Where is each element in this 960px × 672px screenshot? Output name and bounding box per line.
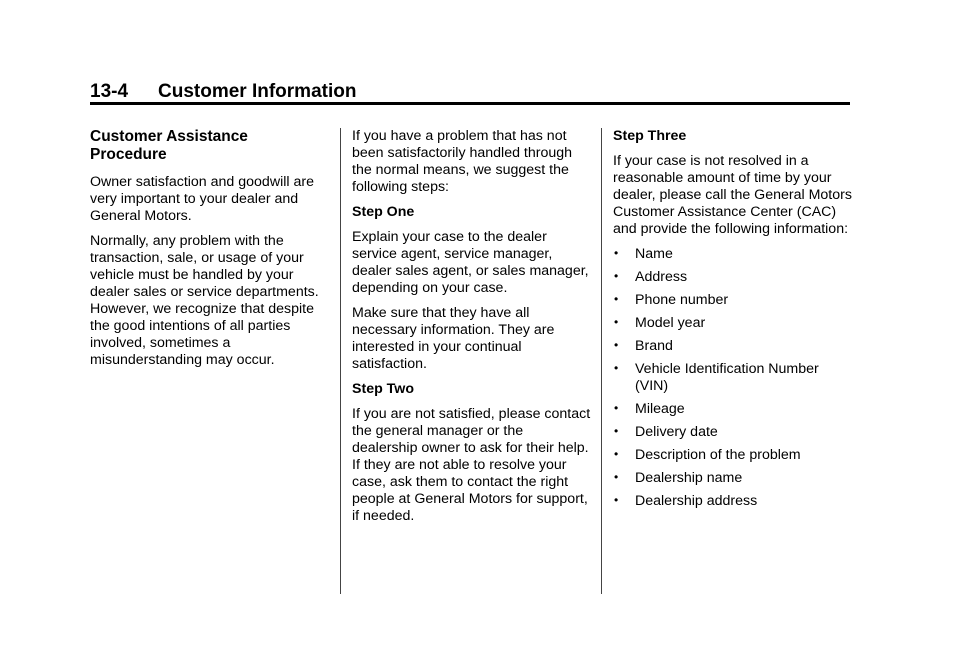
bullet-icon: • <box>614 361 619 375</box>
bullet-icon: • <box>614 493 619 507</box>
list-item-text: Brand <box>635 338 673 354</box>
paragraph-step-one-a: Explain your case to the dealer service agent, service manager, dealer sales agent, or sales manager, depending on your case. <box>352 229 589 296</box>
list-item <box>613 401 853 418</box>
bullet-icon: • <box>614 401 619 415</box>
bullet-icon: • <box>614 338 619 352</box>
page-header <box>90 80 850 104</box>
list-item <box>613 470 853 487</box>
list-item-text: Name <box>635 246 673 262</box>
list-item-text: Dealership address <box>635 493 758 509</box>
paragraph-step-three: If your case is not resolved in a reasonable amount of time by your dealer, please call the General Motors Customer Assistance Center (CAC) and provide the following information: <box>613 153 852 237</box>
list-item <box>613 315 853 332</box>
bullet-icon: • <box>614 470 619 484</box>
step-one-title: Step One <box>352 204 415 220</box>
chapter-title: Customer Information <box>158 81 357 102</box>
list-item <box>613 338 853 355</box>
step-three-title: Step Three <box>613 128 687 144</box>
bullet-icon: • <box>614 315 619 329</box>
list-item-text: Phone number <box>635 292 729 308</box>
column-divider-2 <box>601 128 602 594</box>
list-item <box>613 269 853 286</box>
bullet-icon: • <box>614 292 619 306</box>
bullet-icon: • <box>614 447 619 461</box>
section-heading <box>90 128 330 164</box>
list-item <box>613 493 853 510</box>
paragraph-intro: If you have a problem that has not been satisfactorily handled through the normal means, we suggest the following steps: <box>352 128 573 195</box>
column-1 <box>90 128 330 377</box>
list-item-text: Delivery date <box>635 424 718 440</box>
paragraph-step-two: If you are not satisfied, please contact the general manager or the dealership owner to ask for their help. If they are not able to resolve your case, ask them to contact the right people at General Motors for support, if needed. <box>352 406 591 524</box>
bullet-icon: • <box>614 246 619 260</box>
paragraph-owner-satisfaction: Owner satisfaction and goodwill are very important to your dealer and General Motors. <box>90 174 314 224</box>
list-item-text: Vehicle Identification Number (VIN) <box>635 361 819 394</box>
step-two-title: Step Two <box>352 381 415 397</box>
paragraph-step-one-b: Make sure that they have all necessary information. They are interested in your continual satisfaction. <box>352 305 555 372</box>
bullet-icon: • <box>614 424 619 438</box>
list-item <box>613 246 853 263</box>
section-heading-line2: Procedure <box>90 146 167 163</box>
information-list <box>613 246 853 510</box>
list-item <box>613 361 853 395</box>
column-2 <box>352 128 592 533</box>
list-item <box>613 447 853 464</box>
column-divider-1 <box>340 128 341 594</box>
bullet-icon: • <box>614 269 619 283</box>
list-item-text: Dealership name <box>635 470 743 486</box>
list-item <box>613 292 853 309</box>
page-number: 13-4 <box>90 81 129 102</box>
section-heading-line1: Customer Assistance <box>90 128 248 145</box>
list-item <box>613 424 853 441</box>
list-item-text: Address <box>635 269 688 285</box>
list-item-text: Mileage <box>635 401 685 417</box>
header-rule <box>90 102 850 105</box>
column-3 <box>613 128 853 516</box>
list-item-text: Description of the problem <box>635 447 801 463</box>
list-item-text: Model year <box>635 315 706 331</box>
paragraph-normally: Normally, any problem with the transaction, sale, or usage of your vehicle must be handled by your dealer sales or service departments. However, we recognize that despite the good intentions of all parties involved, sometimes a misunderstanding may occur. <box>90 233 319 368</box>
